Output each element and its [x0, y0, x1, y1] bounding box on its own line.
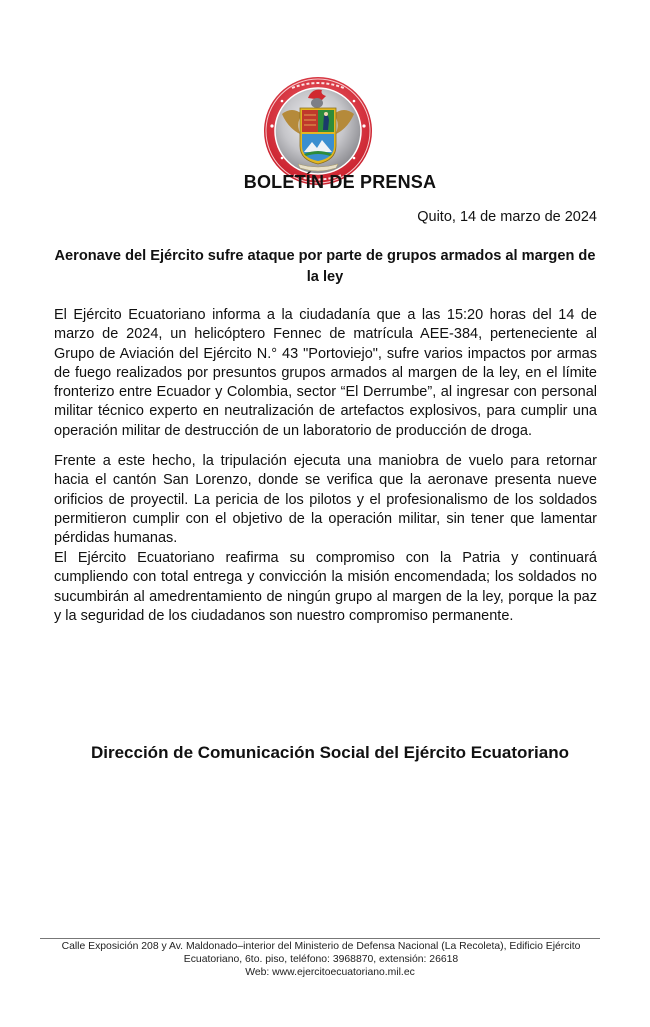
article-paragraph: El Ejército Ecuatoriano informa a la ciudadanía que a las 15:20 horas del 14 de marzo de 2024, un helicóptero Fennec de matrícula AEE-384, perteneciente al Grupo de Aviación del Ejército N.° 43 "Portoviejo", sufre varios impactos por armas de fuego realizados por presuntos grupos armados al margen de la ley, en el límite fronterizo entre Ecuador y Colombia, sector “El Derrumbe”, al ingresar con personal militar técnico experto en neutralización de artefactos explosivos, para cumplir una operación militar de destrucción de un laboratorio de producción de droga. [54, 307, 597, 439]
article-paragraph: Frente a este hecho, la tripulación ejecuta una maniobra de vuelo para retornar hacia el cantón San Lorenzo, donde se verifica que la aeronave presenta nueve orificios de proyectil. La pericia de los pilotos y el profesionalismo de los soldados permitieron cumplir con el objetivo de la operación militar, sin tener que lamentar pérdidas humanas. [54, 453, 597, 547]
press-release-heading: BOLETÍN DE PRENSA [243, 172, 437, 192]
footer-address-line-1: Calle Exposición 208 y Av. Maldonado–interior del Ministerio de Defensa Nacional (La Recoleta), Edificio Ejército [61, 941, 581, 952]
footer-website: Web: www.ejercitoecuatoriano.mil.ec [245, 967, 415, 978]
army-emblem-icon [262, 76, 374, 186]
footer-contact [36, 940, 606, 979]
release-date: Quito, 14 de marzo de 2024 [417, 209, 597, 225]
army-emblem [262, 76, 374, 186]
issuing-department: Dirección de Comunicación Social del Ejército Ecuatoriano [90, 743, 569, 762]
article-title: Aeronave del Ejército sufre ataque por parte de grupos armados al margen de la ley [54, 248, 596, 285]
article-paragraph: El Ejército Ecuatoriano reafirma su compromiso con la Patria y continuará cumpliendo con total entrega y convicción la misión encomendada; los soldados no sucumbirán al amedrentamiento de ningún grupo al margen de la ley, porque la paz y la seguridad de los ciudadanos son nuestro compromiso permanente. [54, 550, 597, 624]
footer-divider [40, 938, 600, 939]
footer-address-line-2: Ecuatoriano, 6to. piso, teléfono: 3968870, extensión: 26618 [183, 954, 459, 965]
